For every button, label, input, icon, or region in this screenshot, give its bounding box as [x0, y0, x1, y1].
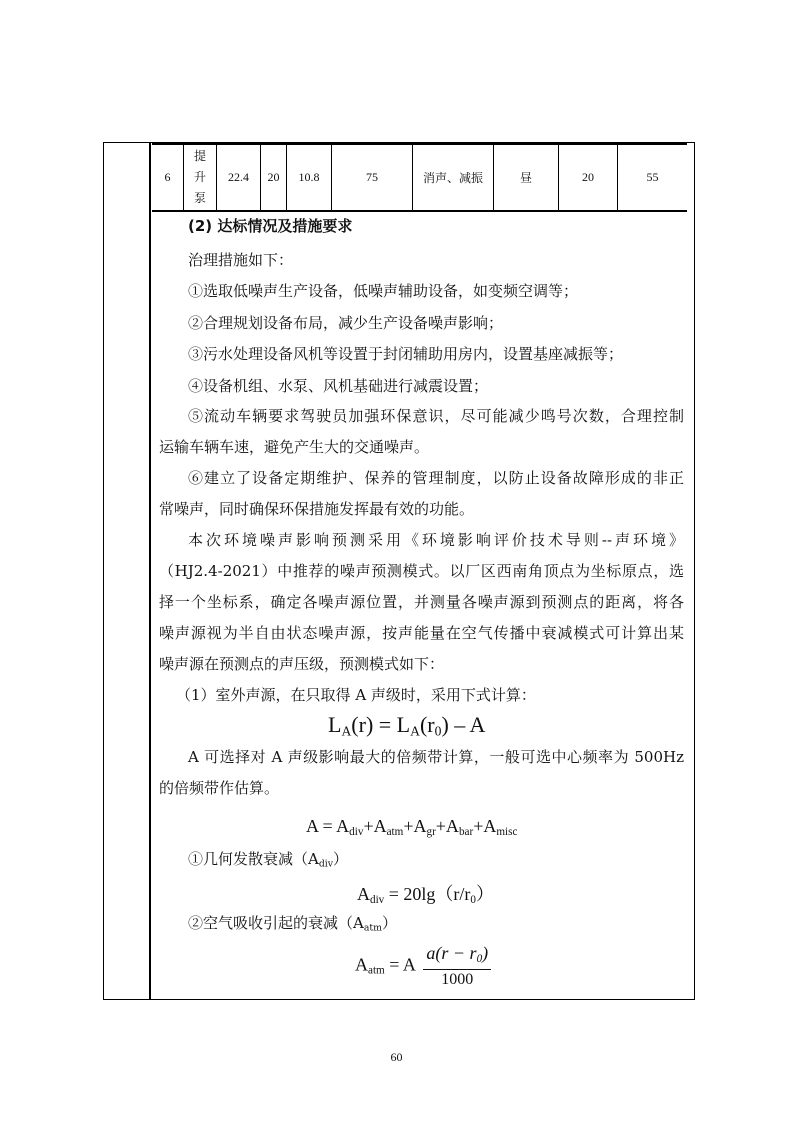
formula-a-total: $A = A_{div}+A_{atm}+A_{gr}+A_{bar}+A_{misc}$: [306, 816, 518, 838]
page-number: 60: [390, 1050, 403, 1064]
prediction-line4: 噪声源视为半自由状态噪声源，按声能量在空气传播中衰减模式可计算出某: [159, 624, 684, 642]
cell-equipment-name: 提 升 泵: [184, 144, 217, 211]
cell-value-5: 20: [559, 144, 618, 211]
measure-2: ②合理规划设备布局，减少生产设备噪声影响；: [188, 314, 504, 332]
formula-adiv: $A_{div} = 20\lg(r/r_0)$: [357, 884, 494, 906]
cell-value-6: 55: [618, 144, 688, 211]
intro-text: 治理措施如下：: [188, 251, 294, 269]
prediction-line5: 噪声源在预测点的声压级，预测模式如下：: [159, 655, 445, 673]
outdoor-source-text: （1）室外声源，在只取得 A 声级时，采用下式计算：: [176, 686, 536, 704]
formula-aatm: $A_{atm} = A$ $\frac{a(r - r_0)}{1000}$: [355, 943, 491, 990]
left-column-divider: [149, 142, 151, 1000]
measure-5-line1: ⑤流动车辆要求驾驶员加强环保意识，尽可能减少鸣号次数，合理控制: [188, 407, 684, 425]
measure-5-line2: 运输车辆车速，避免产生大的交通噪声。: [159, 438, 430, 456]
cell-measure: 消声、减振: [413, 144, 494, 211]
measure-3: ③污水处理设备风机等设置于封闭辅助用房内，设置基座减振等；: [188, 345, 624, 363]
a-choice-line2: 的倍频带作估算。: [159, 779, 280, 797]
noise-source-table-row: [152, 143, 687, 212]
cell-index: 6: [164, 170, 171, 184]
fraction: $\frac{a(r - r_0)}{1000}$: [423, 943, 491, 990]
a-choice-line1: A 可选择对 A 声级影响最大的倍频带计算，一般可选中心频率为 500Hz: [188, 748, 684, 766]
geometric-divergence-label: ①几何发散衰减$(A_{div})$: [188, 850, 349, 870]
prediction-line3: 择一个坐标系，确定各噪声源位置，并测量各噪声源到预测点的距离，将各: [159, 593, 684, 611]
formula-la: $L_A(r) = L_A(r_0) - A$: [328, 712, 486, 739]
table-row: [152, 144, 687, 211]
measure-6-line1: ⑥建立了设备定期维护、保养的管理制度，以防止设备故障形成的非正: [188, 469, 684, 487]
prediction-line1: 本次环境噪声影响预测采用《环境影响评价技术导则--声环境》: [188, 531, 684, 549]
measure-4: ④设备机组、水泵、风机基础进行减震设置；: [188, 377, 489, 395]
prediction-line2: （HJ2.4-2021）中推荐的噪声预测模式。以厂区西南角顶点为坐标原点，选: [159, 562, 684, 580]
air-absorption-label: ②空气吸收引起的衰减$(A_{atm})$: [188, 914, 397, 934]
measure-1: ①选取低噪声生产设备，低噪声辅助设备，如变频空调等；: [188, 282, 579, 300]
cell-value-2: 20: [261, 144, 287, 211]
cell-value-1: 22.4: [217, 144, 261, 211]
cell-value-3: 10.8: [287, 144, 332, 211]
cell-period: 昼: [494, 144, 559, 211]
section-heading: (2) 达标情况及措施要求: [188, 217, 353, 235]
cell-value-4: 75: [332, 144, 413, 211]
measure-6-line2: 常噪声，同时确保环保措施发挥最有效的功能。: [159, 500, 475, 518]
